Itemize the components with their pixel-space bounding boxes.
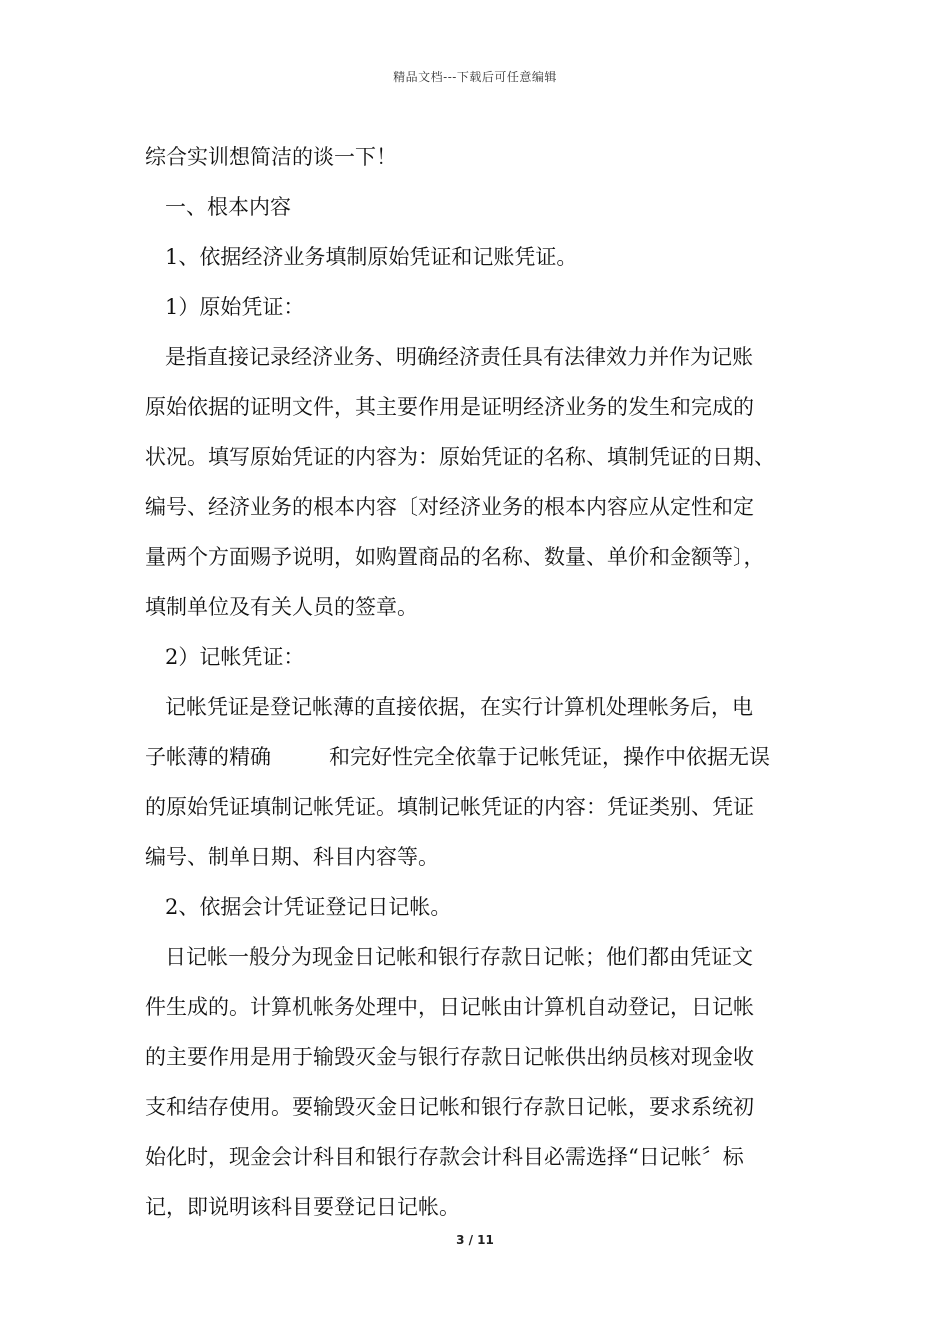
- text-fragment: 子帐薄的精确: [145, 745, 271, 769]
- text-line: 是指直接记录经济业务、明确经济责任具有法律效力并作为记账: [165, 345, 753, 369]
- text-line: [145, 732, 825, 782]
- text-line: 记帐凭证是登记帐薄的直接依据，在实行计算机处理帐务后，电: [165, 695, 753, 719]
- text-line: 综合实训想简洁的谈一下！: [145, 145, 397, 169]
- page-number: 3 / 11: [456, 1233, 494, 1247]
- text-line: 原始依据的证明文件，其主要作用是证明经济业务的发生和完成的: [145, 395, 754, 419]
- text-line: 始化时，现金会计科目和银行存款会计科目必需选择“日记帐〞标: [145, 1145, 744, 1169]
- text-line: 编号、经济业务的根本内容〔对经济业务的根本内容应从定性和定: [145, 495, 754, 519]
- text-line: 支和结存使用。要输毁灭金日记帐和银行存款日记帐，要求系统初: [145, 1095, 754, 1119]
- subsection-heading: 2、依据会计凭证登记日记帐。: [165, 895, 452, 919]
- page-header: 精品文档---下载后可任意编辑: [393, 70, 557, 84]
- text-line: 量两个方面赐予说明，如购置商品的名称、数量、单价和金额等〕，: [145, 545, 765, 569]
- text-fragment: 和完好性完全依靠于记帐凭证，操作中依据无误: [329, 745, 770, 769]
- text-line: 填制单位及有关人员的签章。: [145, 595, 418, 619]
- text-line: 件生成的。计算机帐务处理中，日记帐由计算机自动登记，日记帐: [145, 995, 754, 1019]
- document-body: [145, 132, 825, 1232]
- text-line: 的原始凭证填制记帐凭证。填制记帐凭证的内容：凭证类别、凭证: [145, 795, 754, 819]
- section-heading: 一、根本内容: [165, 195, 291, 219]
- text-line: 日记帐一般分为现金日记帐和银行存款日记帐；他们都由凭证文: [165, 945, 753, 969]
- item-heading: 1）原始凭证：: [165, 295, 305, 319]
- text-line: 编号、制单日期、科目内容等。: [145, 845, 439, 869]
- text-line: 记，即说明该科目要登记日记帐。: [145, 1195, 460, 1219]
- text-line: 状况。填写原始凭证的内容为：原始凭证的名称、填制凭证的日期、: [145, 445, 775, 469]
- subsection-heading: 1、依据经济业务填制原始凭证和记账凭证。: [165, 245, 578, 269]
- text-line: 的主要作用是用于输毁灭金与银行存款日记帐供出纳员核对现金收: [145, 1045, 754, 1069]
- item-heading: 2）记帐凭证：: [165, 645, 305, 669]
